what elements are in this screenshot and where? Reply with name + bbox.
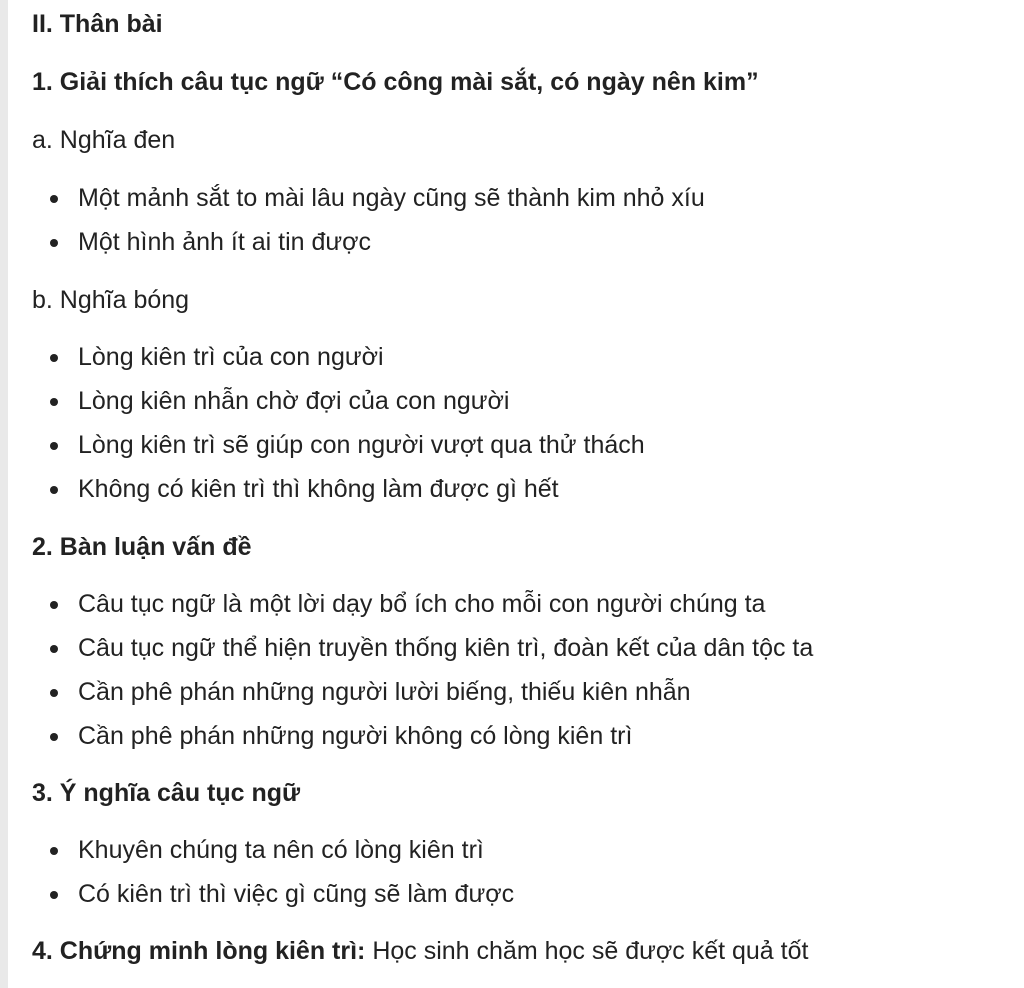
list-item: Câu tục ngữ là một lời dạy bổ ích cho mỗi con người chúng ta bbox=[32, 588, 813, 632]
list-item: Khuyên chúng ta nên có lòng kiên trì bbox=[32, 834, 514, 878]
bullet-dot-icon bbox=[50, 891, 58, 899]
meaning-list bbox=[32, 834, 514, 922]
section-title: II. Thân bài bbox=[32, 10, 163, 38]
bullet-dot-icon bbox=[50, 601, 58, 609]
part3-heading: 3. Ý nghĩa câu tục ngữ bbox=[32, 779, 301, 807]
part2-heading: 2. Bàn luận vấn đề bbox=[32, 533, 252, 561]
part4-label: 4. Chứng minh lòng kiên trì: bbox=[32, 937, 366, 965]
list-item: Có kiên trì thì việc gì cũng sẽ làm được bbox=[32, 878, 514, 922]
figurative-meaning-label: b. Nghĩa bóng bbox=[32, 286, 190, 314]
list-item: Lòng kiên trì sẽ giúp con người vượt qua thử thách bbox=[32, 429, 645, 473]
bullet-dot-icon bbox=[50, 195, 58, 203]
bullet-dot-icon bbox=[50, 645, 58, 653]
bullet-dot-icon bbox=[50, 354, 58, 362]
list-item: Câu tục ngữ thể hiện truyền thống kiên trì, đoàn kết của dân tộc ta bbox=[32, 632, 813, 676]
list-item: Một hình ảnh ít ai tin được bbox=[32, 226, 705, 270]
list-item: Cần phê phán những người không có lòng kiên trì bbox=[32, 720, 813, 764]
part1-heading: 1. Giải thích câu tục ngữ “Có công mài sắt, có ngày nên kim” bbox=[32, 68, 759, 96]
bullet-dot-icon bbox=[50, 398, 58, 406]
list-item: Không có kiên trì thì không làm được gì hết bbox=[32, 473, 645, 517]
literal-meaning-label: a. Nghĩa đen bbox=[32, 126, 176, 154]
literal-meaning-list bbox=[32, 182, 705, 270]
list-item: Một mảnh sắt to mài lâu ngày cũng sẽ thành kim nhỏ xíu bbox=[32, 182, 705, 226]
bullet-dot-icon bbox=[50, 733, 58, 741]
part4-text: Học sinh chăm học sẽ được kết quả tốt bbox=[365, 937, 809, 965]
bullet-dot-icon bbox=[50, 689, 58, 697]
list-item: Lòng kiên trì của con người bbox=[32, 341, 645, 385]
list-item: Cần phê phán những người lười biếng, thiếu kiên nhẫn bbox=[32, 676, 813, 720]
bullet-dot-icon bbox=[50, 239, 58, 247]
list-item: Lòng kiên nhẫn chờ đợi của con người bbox=[32, 385, 645, 429]
bullet-dot-icon bbox=[50, 486, 58, 494]
part4-line bbox=[32, 935, 808, 967]
bullet-dot-icon bbox=[50, 442, 58, 450]
figurative-meaning-list bbox=[32, 341, 645, 517]
left-border bbox=[0, 0, 8, 988]
discussion-list bbox=[32, 588, 813, 764]
bullet-dot-icon bbox=[50, 847, 58, 855]
